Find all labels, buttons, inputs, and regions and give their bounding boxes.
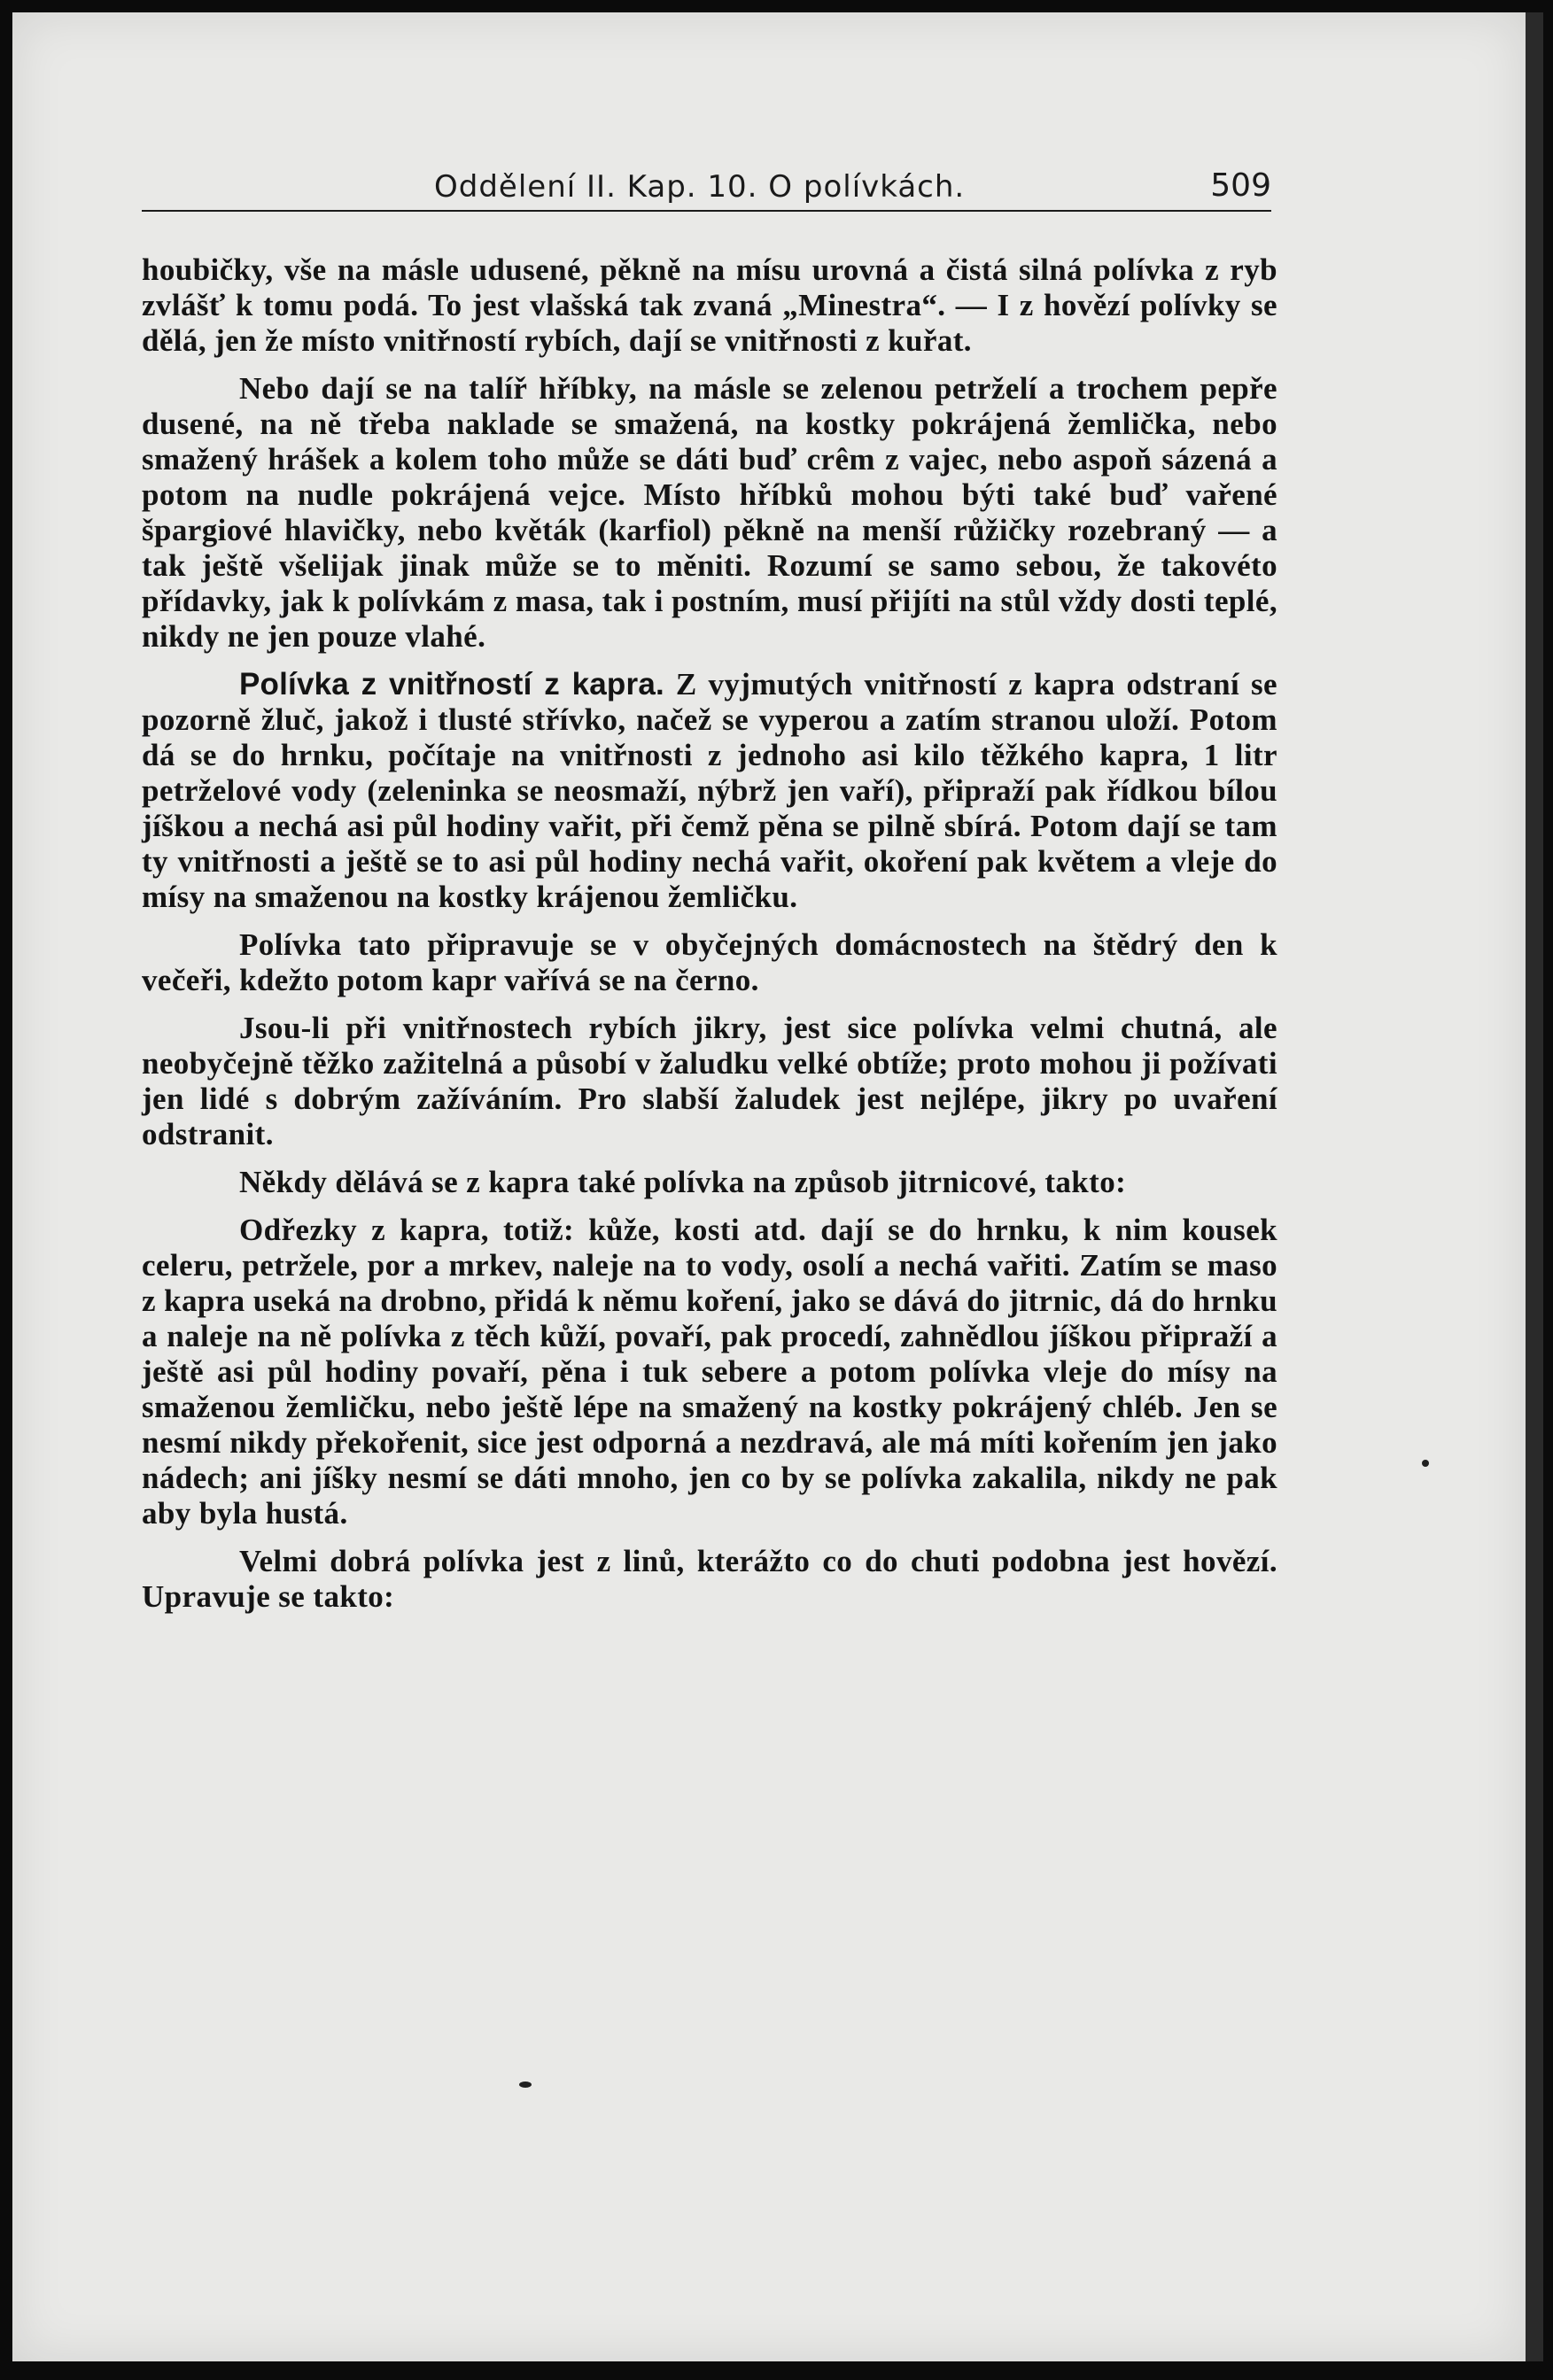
page-edge-shadow: [1526, 12, 1543, 2361]
page-number: 509: [1210, 167, 1271, 204]
paragraph: Jsou-li při vnitřnostech rybích jikry, jest sice polívka velmi chutná, ale neobyčejně těžko zažitelná a působí v žaludku velké obtíže; proto mohou ji požívati jen lidé s dobrým zažíváním. Pro slabší žaludek jest nejlépe, jikry po uvaření odstranit.: [142, 1011, 1277, 1151]
paragraph: Odřezky z kapra, totiž: kůže, kosti atd. dají se do hrnku, k nim kousek celeru, petržele, por a mrkev, naleje na to vody, osolí a nechá vařiti. Zatím se maso z kapra useká na drobno, přidá k němu koření, jako se dává do jitrnic, dá do hrnku a naleje na ně polívka z těch kůží, povaří, pak procedí, zahnědlou jíškou připraží a ještě asi půl hodiny povaří, pěna i tuk sebere a potom polívka vleje do mísy na smaženou žemličku, nebo ještě lépe na smažený na kostky pokrájený chléb. Jen se nesmí nikdy překořenit, sice jest odporná a nezdravá, ale má míti kořením jen jako nádech; ani jíšky nesmí se dáti mnoho, jen co by se polívka zakalila, nikdy ne pak aby byla hustá.: [142, 1213, 1277, 1531]
paragraph: Velmi dobrá polívka jest z linů, kterážto co do chuti podobna jest hovězí. Upravuje se takto:: [142, 1544, 1277, 1614]
header-rule: [142, 210, 1271, 212]
paragraph: Polívka tato připravuje se v obyčejných domácnostech na štědrý den k večeři, kdežto potom kapr vařívá se na černo.: [142, 927, 1277, 997]
paragraph: Někdy dělává se z kapra také polívka na způsob jitrnicové, takto:: [239, 1165, 1127, 1199]
ink-speck: [519, 2082, 532, 2088]
page-header: [142, 162, 1271, 212]
paragraph: houbičky, vše na másle udusené, pěkně na mísu urovná a čistá silná polívka z ryb zvlášť k tomu podá. To jest vlašská tak zvaná „Minestra“. — I z hovězí polívky se dělá, jen že místo vnitřností rybích, dají se vnitřnosti z kuřat.: [142, 252, 1277, 358]
text-body: [142, 252, 1277, 1627]
section-title: Polívka z vnitřností z kapra.: [239, 667, 664, 702]
running-head: Oddělení II. Kap. 10. O polívkách.: [434, 169, 966, 205]
section-text: Z vyjmutých vnitřností z kapra odstraní se pozorně žluč, jakož i tlusté střívko, načež se vyperou a zatím stranou uloží. Potom dá se do hrnku, počítaje na vnitřnosti z jednoho asi kilo těžkého kapra, 1 litr petrželové vody (zeleninka se neosmaží, nýbrž jen vaří), připraží pak řídkou bílou jíškou a nechá asi půl hodiny vařit, při čemž pěna se pilně sbírá. Potom dají se tam ty vnitřnosti a ještě se to asi půl hodiny nechá vařit, okoření pak květem a vleje do mísy na smaženou na kostky krájenou žemličku.: [142, 667, 1277, 914]
section-paragraph: [142, 667, 1277, 915]
ink-speck: [1422, 1460, 1429, 1467]
paragraph: Nebo dají se na talíř hříbky, na másle se zelenou petrželí a trochem pepře dusené, na ně třeba naklade se smažená, na kostky pokrájená žemlička, nebo smažený hrášek a kolem toho může se dáti buď crêm z vajec, nebo aspoň sázená a potom na nudle pokrájená vejce. Místo hříbků mohou býti také buď vařené špargiové hlavičky, nebo květák (karfiol) pěkně na menší růžičky rozebraný — a tak ještě všelijak jinak může se to měniti. Rozumí se samo sebou, že takovéto přídavky, jak k polívkám z masa, tak i postním, musí přijíti na stůl vždy dosti teplé, nikdy ne jen pouze vlahé.: [142, 371, 1277, 654]
